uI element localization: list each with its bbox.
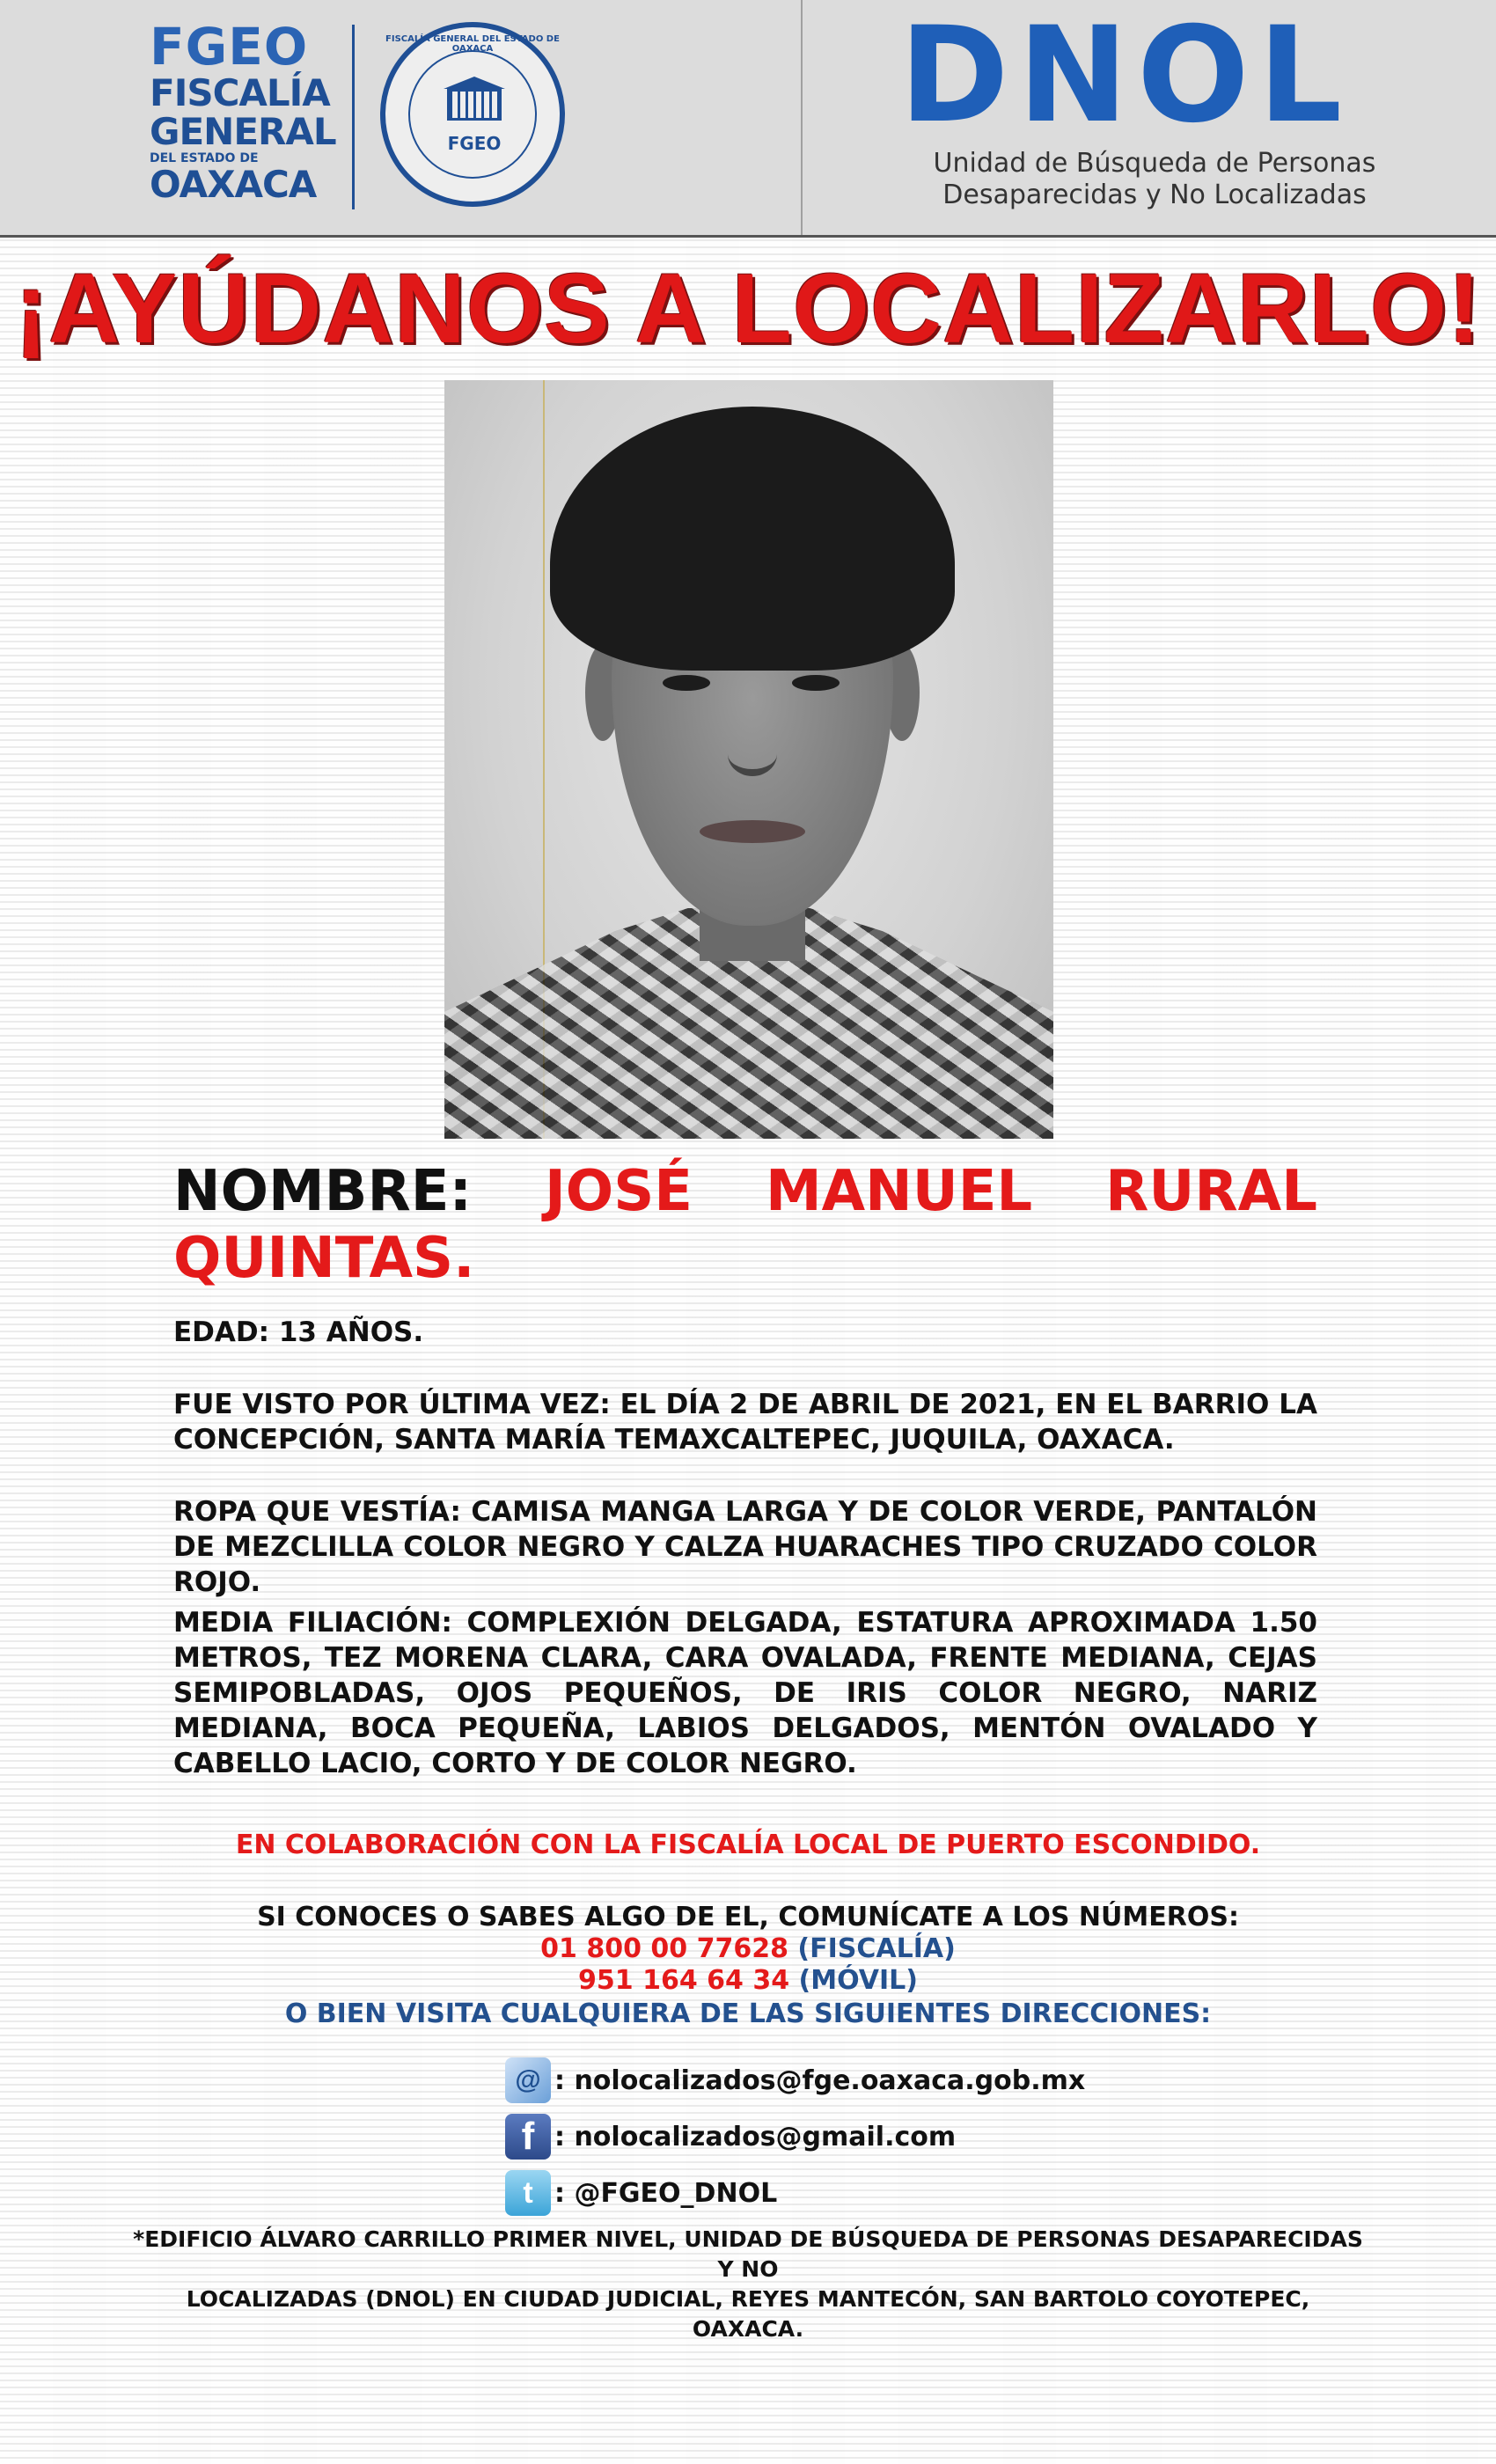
missing-person-photo: [444, 380, 1053, 1139]
name-word-4: QUINTAS.: [173, 1226, 475, 1291]
fgeo-line-2: GENERAL: [150, 110, 336, 153]
seal-inner: [408, 50, 537, 179]
fgeo-mark: FGEO: [150, 17, 309, 77]
name-line: [173, 1158, 1317, 1225]
fgeo-logo: [150, 19, 334, 204]
fgeo-line-3: DEL ESTADO DE: [150, 151, 259, 165]
twitter-handle[interactable]: : @FGEO_DNOL: [554, 2177, 778, 2209]
collaboration-text: EN COLABORACIÓN CON LA FISCALÍA LOCAL DE PUERTO ESCONDIDO.: [235, 1830, 1261, 1860]
name-word-1: JOSÉ: [544, 1159, 693, 1224]
header: [0, 0, 1496, 238]
age-text: EDAD: 13 AÑOS.: [173, 1316, 424, 1348]
email-address[interactable]: : nolocalizados@fge.oaxaca.gob.mx: [554, 2064, 1086, 2096]
description-text: MEDIA FILIACIÓN: COMPLEXIÓN DELGADA, ESTATURA APROXIMADA 1.50 METROS, TEZ MORENA CLARA, CARA OVALADA, FRENTE MEDIANA, CEJAS SEMIPOBLADAS, OJOS PEQUEÑOS, DE IRIS COLOR NEGRO, NARIZ MEDIANA, BOCA PEQUEÑA, LABIOS DELGADOS, MENTÓN OVALADO Y CABELLO LACIO, CORTO Y DE COLOR NEGRO.: [173, 1607, 1317, 1779]
phone-label-2: (MÓVIL): [798, 1965, 918, 1996]
photo-nose: [728, 732, 777, 776]
dnol-subtitle-line-1: Unidad de Búsqueda de Personas: [933, 148, 1376, 179]
fgeo-line-4: OAXACA: [150, 163, 317, 206]
twitter-icon: t: [505, 2170, 551, 2216]
name-word-2: MANUEL: [765, 1159, 1033, 1224]
phone-number-1[interactable]: 01 800 00 77628: [540, 1933, 788, 1964]
photo-hair: [550, 407, 955, 671]
name-word-3: RURAL: [1105, 1159, 1317, 1224]
header-left-panel: [0, 0, 803, 235]
clothing-text: ROPA QUE VESTÍA: CAMISA MANGA LARGA Y DE COLOR VERDE, PANTALÓN DE MEZCLILLA COLOR NEGRO Y CALZA HUARACHES TIPO CRUZADO COLOR ROJO.: [173, 1496, 1317, 1598]
fgeo-seal: [380, 22, 565, 207]
header-right-panel: [803, 0, 1496, 235]
contact-intro: SI CONOCES O SABES ALGO DE EL, COMUNÍCATE A LOS NÚMEROS:: [257, 1902, 1239, 1932]
phone-line-1: [0, 1932, 1496, 1966]
facebook-icon: f: [505, 2114, 551, 2160]
dnol-subtitle-line-2: Desaparecidas y No Localizadas: [942, 180, 1367, 210]
facebook-account[interactable]: : nolocalizados@gmail.com: [554, 2121, 957, 2152]
visit-intro: O BIEN VISITA CUALQUIERA DE LAS SIGUIENTES DIRECCIONES:: [284, 1998, 1212, 2029]
dnol-subtitle: [891, 148, 1419, 211]
footer-line-2: LOCALIZADAS (DNOL) EN CIUDAD JUDICIAL, REYES MANTECÓN, SAN BARTOLO COYOTEPEC, OAXACA.: [186, 2286, 1310, 2342]
footer-line-1: *EDIFICIO ÁLVARO CARRILLO PRIMER NIVEL, UNIDAD DE BÚSQUEDA DE PERSONAS DESAPARECIDAS Y NO: [133, 2226, 1363, 2282]
headline: ¡AYÚDANOS A LOCALIZARLO!: [14, 253, 1482, 363]
email-icon: @: [505, 2057, 551, 2103]
seal-center-text: FGEO: [447, 133, 502, 154]
seal-building-roof: [444, 77, 505, 89]
header-divider: [352, 25, 355, 209]
fgeo-line-1: FISCALÍA: [150, 71, 330, 114]
phone-number-2[interactable]: 951 164 64 34: [578, 1965, 790, 1996]
photo-eye-left: [663, 675, 710, 691]
name-label: NOMBRE:: [173, 1159, 473, 1224]
contact-twitter[interactable]: [505, 2168, 777, 2218]
photo-eye-right: [792, 675, 840, 691]
contact-facebook[interactable]: [505, 2112, 956, 2161]
seal-ring-text: FISCALÍA GENERAL DEL ESTADO DE OAXACA: [385, 34, 560, 54]
phone-label-1: (FISCALÍA): [797, 1933, 956, 1964]
seal-building-icon: [447, 89, 502, 121]
dnol-logo: DNOL: [899, 0, 1352, 152]
photo-mouth: [700, 820, 805, 843]
phone-line-2: [0, 1964, 1496, 1998]
last-seen-text: FUE VISTO POR ÚLTIMA VEZ: EL DÍA 2 DE ABRIL DE 2021, EN EL BARRIO LA CONCEPCIÓN, SANTA MARÍA TEMAXCALTEPEC, JUQUILA, OAXACA.: [173, 1389, 1317, 1456]
footer-address: [132, 2225, 1364, 2344]
contact-email[interactable]: [505, 2056, 1085, 2105]
